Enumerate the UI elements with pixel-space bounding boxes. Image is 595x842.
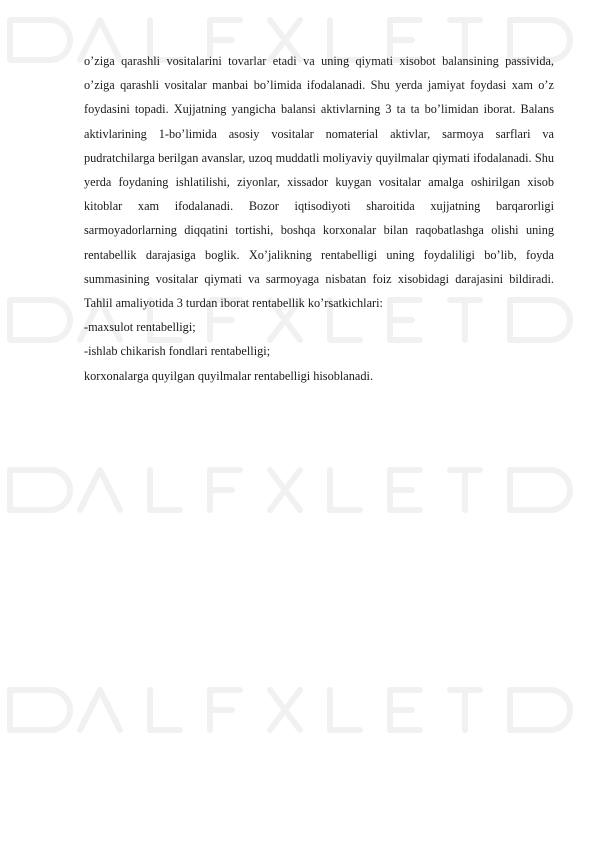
body-paragraph: o’ziga qarashli vositalarini tovarlar etadi va uning qiymati xisobot balansining passivida, o’ziga qarashli vositalar manbai bo’limida ifodalanadi. Shu yerda jamiyat foydasi xam o’z foydasini topadi. Xujjatning yangicha balansi aktivlarning 3 ta ta bo’limidan iborat. Balans aktivlarining 1-bo’limida asosiy vositalar nomaterial aktivlar, sarmoya sarflari va pudratchilarga berilgan avanslar, uzoq muddatli moliyaviy quyilmalar qiymati ifodalanadi. Shu yerda foydaning ishlatilishi, ziyonlar, xissador kuygan vositalar amalga oshirilgan xisob kitoblar xam ifodalanadi. Bozor iqtisodiyoti sharoitida xujjatning barqarorligi sarmoyadorlarning diqqatini tortishi, boshqa korxonalar bilan raqobatlashga olishi uning rentabellik darajasiga boglik. Xo’jalikning rentabelligi uning foydaliligi bo’lib, foyda summasining vositalar qiymati va sarmoyaga nisbatan foiz xisobidagi darajasini bildiradi. Tahlil amaliyotida 3 turdan iborat rentabellik ko’rsatkichlari: [84, 54, 554, 311]
list-item-investment-profitability: korxonalarga quyilgan quyilmalar rentabelligi hisoblanadi. [84, 368, 374, 383]
list-item-production-funds-profitability: -ishlab chikarish fondlari rentabelligi; [84, 344, 271, 359]
list-item-product-profitability: -maxsulot rentabelligi; [84, 320, 196, 335]
document-body [84, 49, 554, 388]
